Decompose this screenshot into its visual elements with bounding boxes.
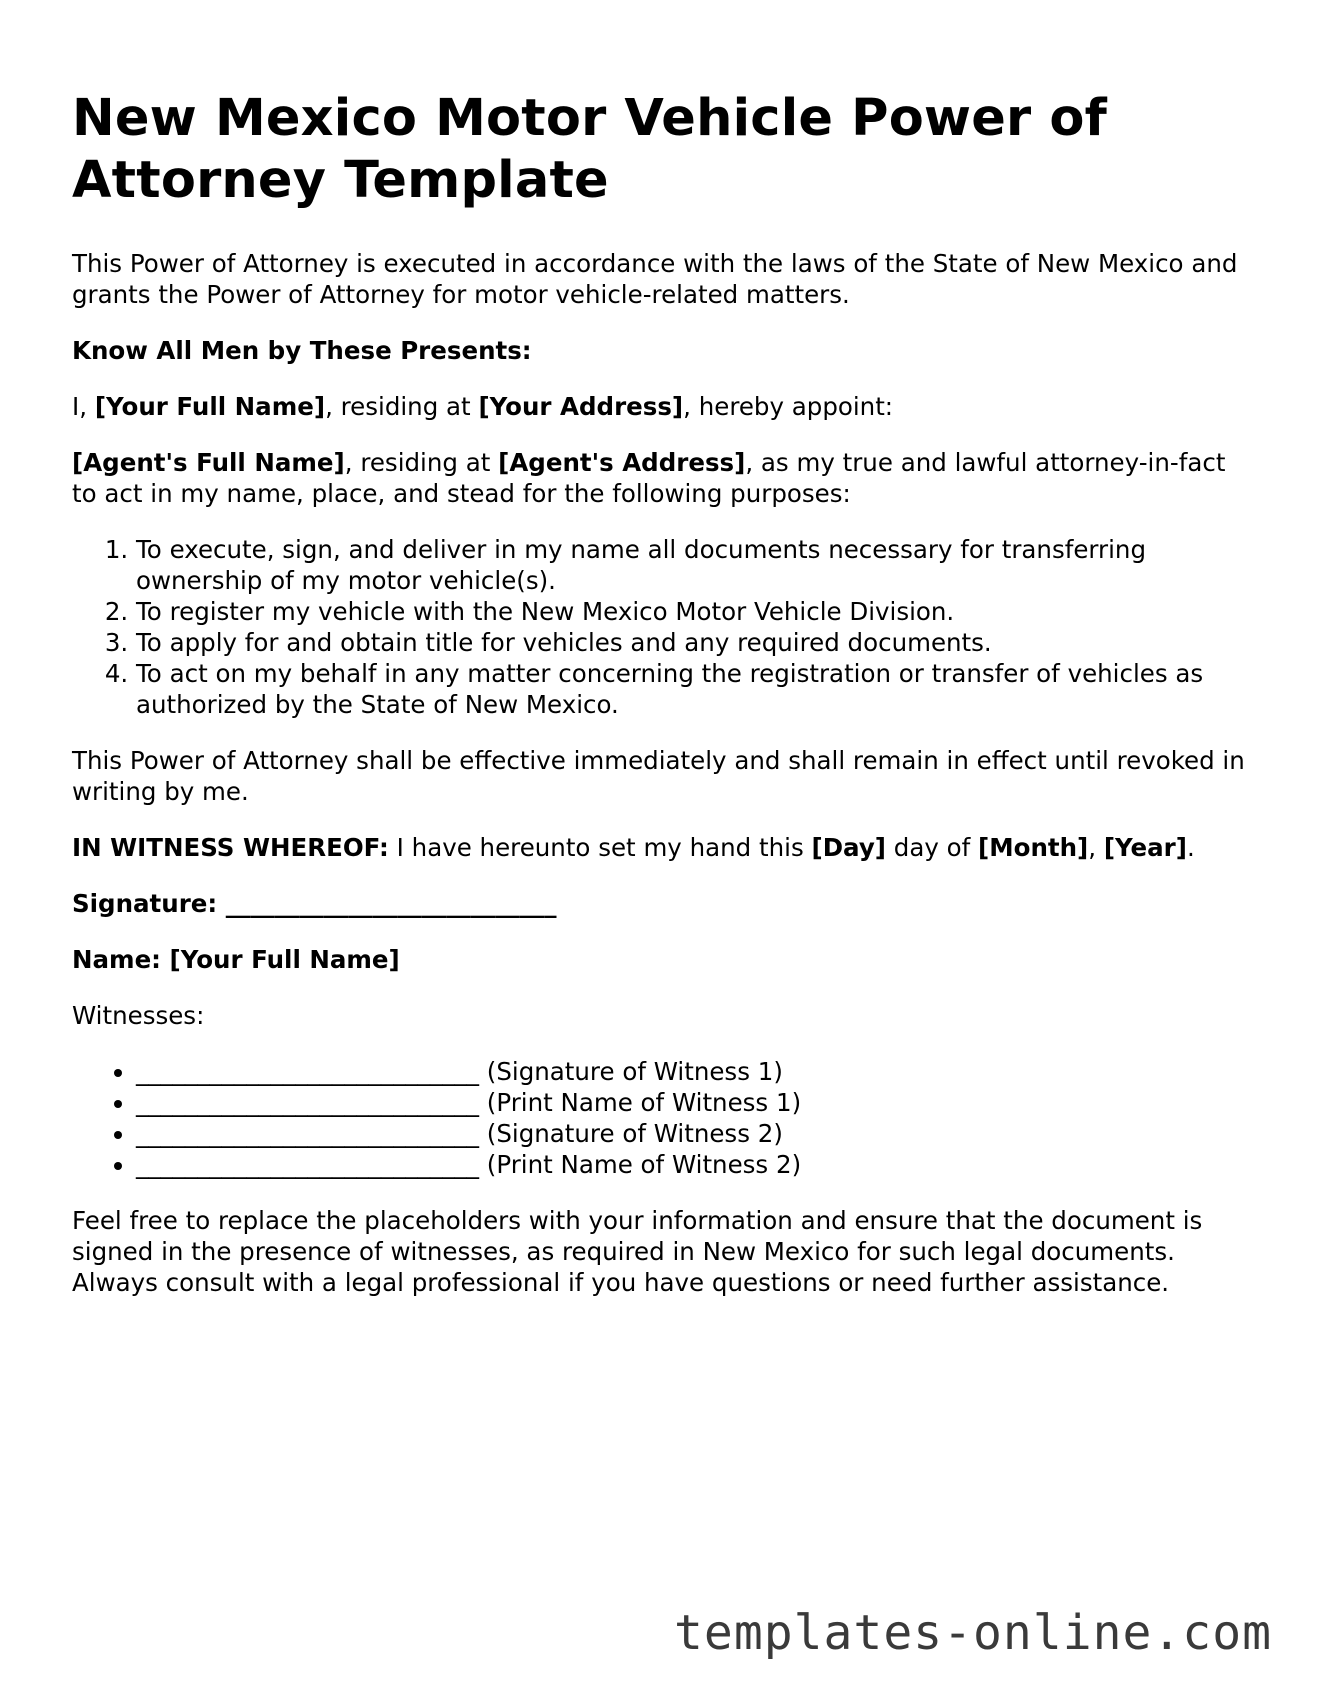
purpose-item: 4. To act on my behalf in any matter concerning the registration or transfer of vehicles as authorized by the State of New Mexico.: [136, 658, 1252, 720]
witness-whereof-text: .: [1186, 833, 1195, 862]
signature-text: Signature: ___________________________: [72, 889, 557, 918]
appoint-prefix: I,: [72, 392, 95, 421]
agent-mid: , residing at: [344, 448, 499, 477]
closing-paragraph: Feel free to replace the placeholders with your information and ensure that the document is signed in the presence of witnesses, as required in New Mexico for such legal documents. Always consult with a legal professional if you have questions or need further assistance.: [72, 1206, 1203, 1297]
intro-paragraph: This Power of Attorney is executed in accordance with the laws of the State of New Mexico and grants the Power of Attorney for motor vehicle-related matters.: [72, 249, 1238, 309]
witness-line: • ____________________________ (Print Name of Witness 1): [136, 1087, 1252, 1118]
month-placeholder: [Month]: [978, 833, 1089, 862]
principal-address-placeholder: [Your Address]: [478, 392, 684, 421]
year-placeholder: [Year]: [1103, 833, 1187, 862]
appoint-suffix: , hereby appoint:: [683, 392, 894, 421]
witness-line: • ____________________________ (Signature of Witness 2): [136, 1118, 1252, 1149]
agent-suffix: , as my true and lawful attorney-in-fact to act in my name, place, and stead for the following purposes:: [72, 448, 1226, 508]
witness-line: • ____________________________ (Signature of Witness 1): [136, 1056, 1252, 1087]
signature-line: [72, 888, 1252, 919]
agent-name-placeholder: [Agent's Full Name]: [72, 448, 345, 477]
purposes-list: [72, 534, 1252, 720]
effective-paragraph: This Power of Attorney shall be effective immediately and shall remain in effect until revoked in writing by me.: [72, 746, 1245, 806]
know-all-text: Know All Men by These Presents:: [72, 336, 532, 365]
witness-whereof-text: I have hereunto set my hand this: [388, 833, 812, 862]
watermark-text: templates-online.com: [674, 1605, 1272, 1661]
agent-address-placeholder: [Agent's Address]: [498, 448, 746, 477]
appoint-mid: , residing at: [325, 392, 479, 421]
know-all-heading: [72, 335, 1252, 366]
purpose-item: 2. To register my vehicle with the New Mexico Motor Vehicle Division.: [136, 596, 1252, 627]
witnesses-label: Witnesses:: [72, 1001, 205, 1030]
witness-whereof-text: day of: [885, 833, 979, 862]
day-placeholder: [Day]: [811, 833, 886, 862]
witness-line: • ____________________________ (Print Name of Witness 2): [136, 1149, 1252, 1180]
name-line: [72, 944, 1252, 975]
agent-paragraph: [72, 447, 1252, 509]
document-page: [72, 88, 1252, 1323]
witness-whereof-text: ,: [1088, 833, 1104, 862]
purpose-item: 1. To execute, sign, and deliver in my name all documents necessary for transferring ownership of my motor vehicle(s).: [136, 534, 1252, 596]
page-title: New Mexico Motor Vehicle Power of Attorney Template: [72, 89, 1107, 210]
principal-name-placeholder: [Your Full Name]: [94, 392, 326, 421]
witness-whereof-label: IN WITNESS WHEREOF:: [72, 833, 389, 862]
purpose-item: 3. To apply for and obtain title for vehicles and any required documents.: [136, 627, 1252, 658]
witness-whereof-paragraph: [72, 832, 1252, 863]
witnesses-list: [72, 1056, 1252, 1180]
name-text: Name: [Your Full Name]: [72, 945, 400, 974]
appoint-paragraph: [72, 391, 1252, 422]
